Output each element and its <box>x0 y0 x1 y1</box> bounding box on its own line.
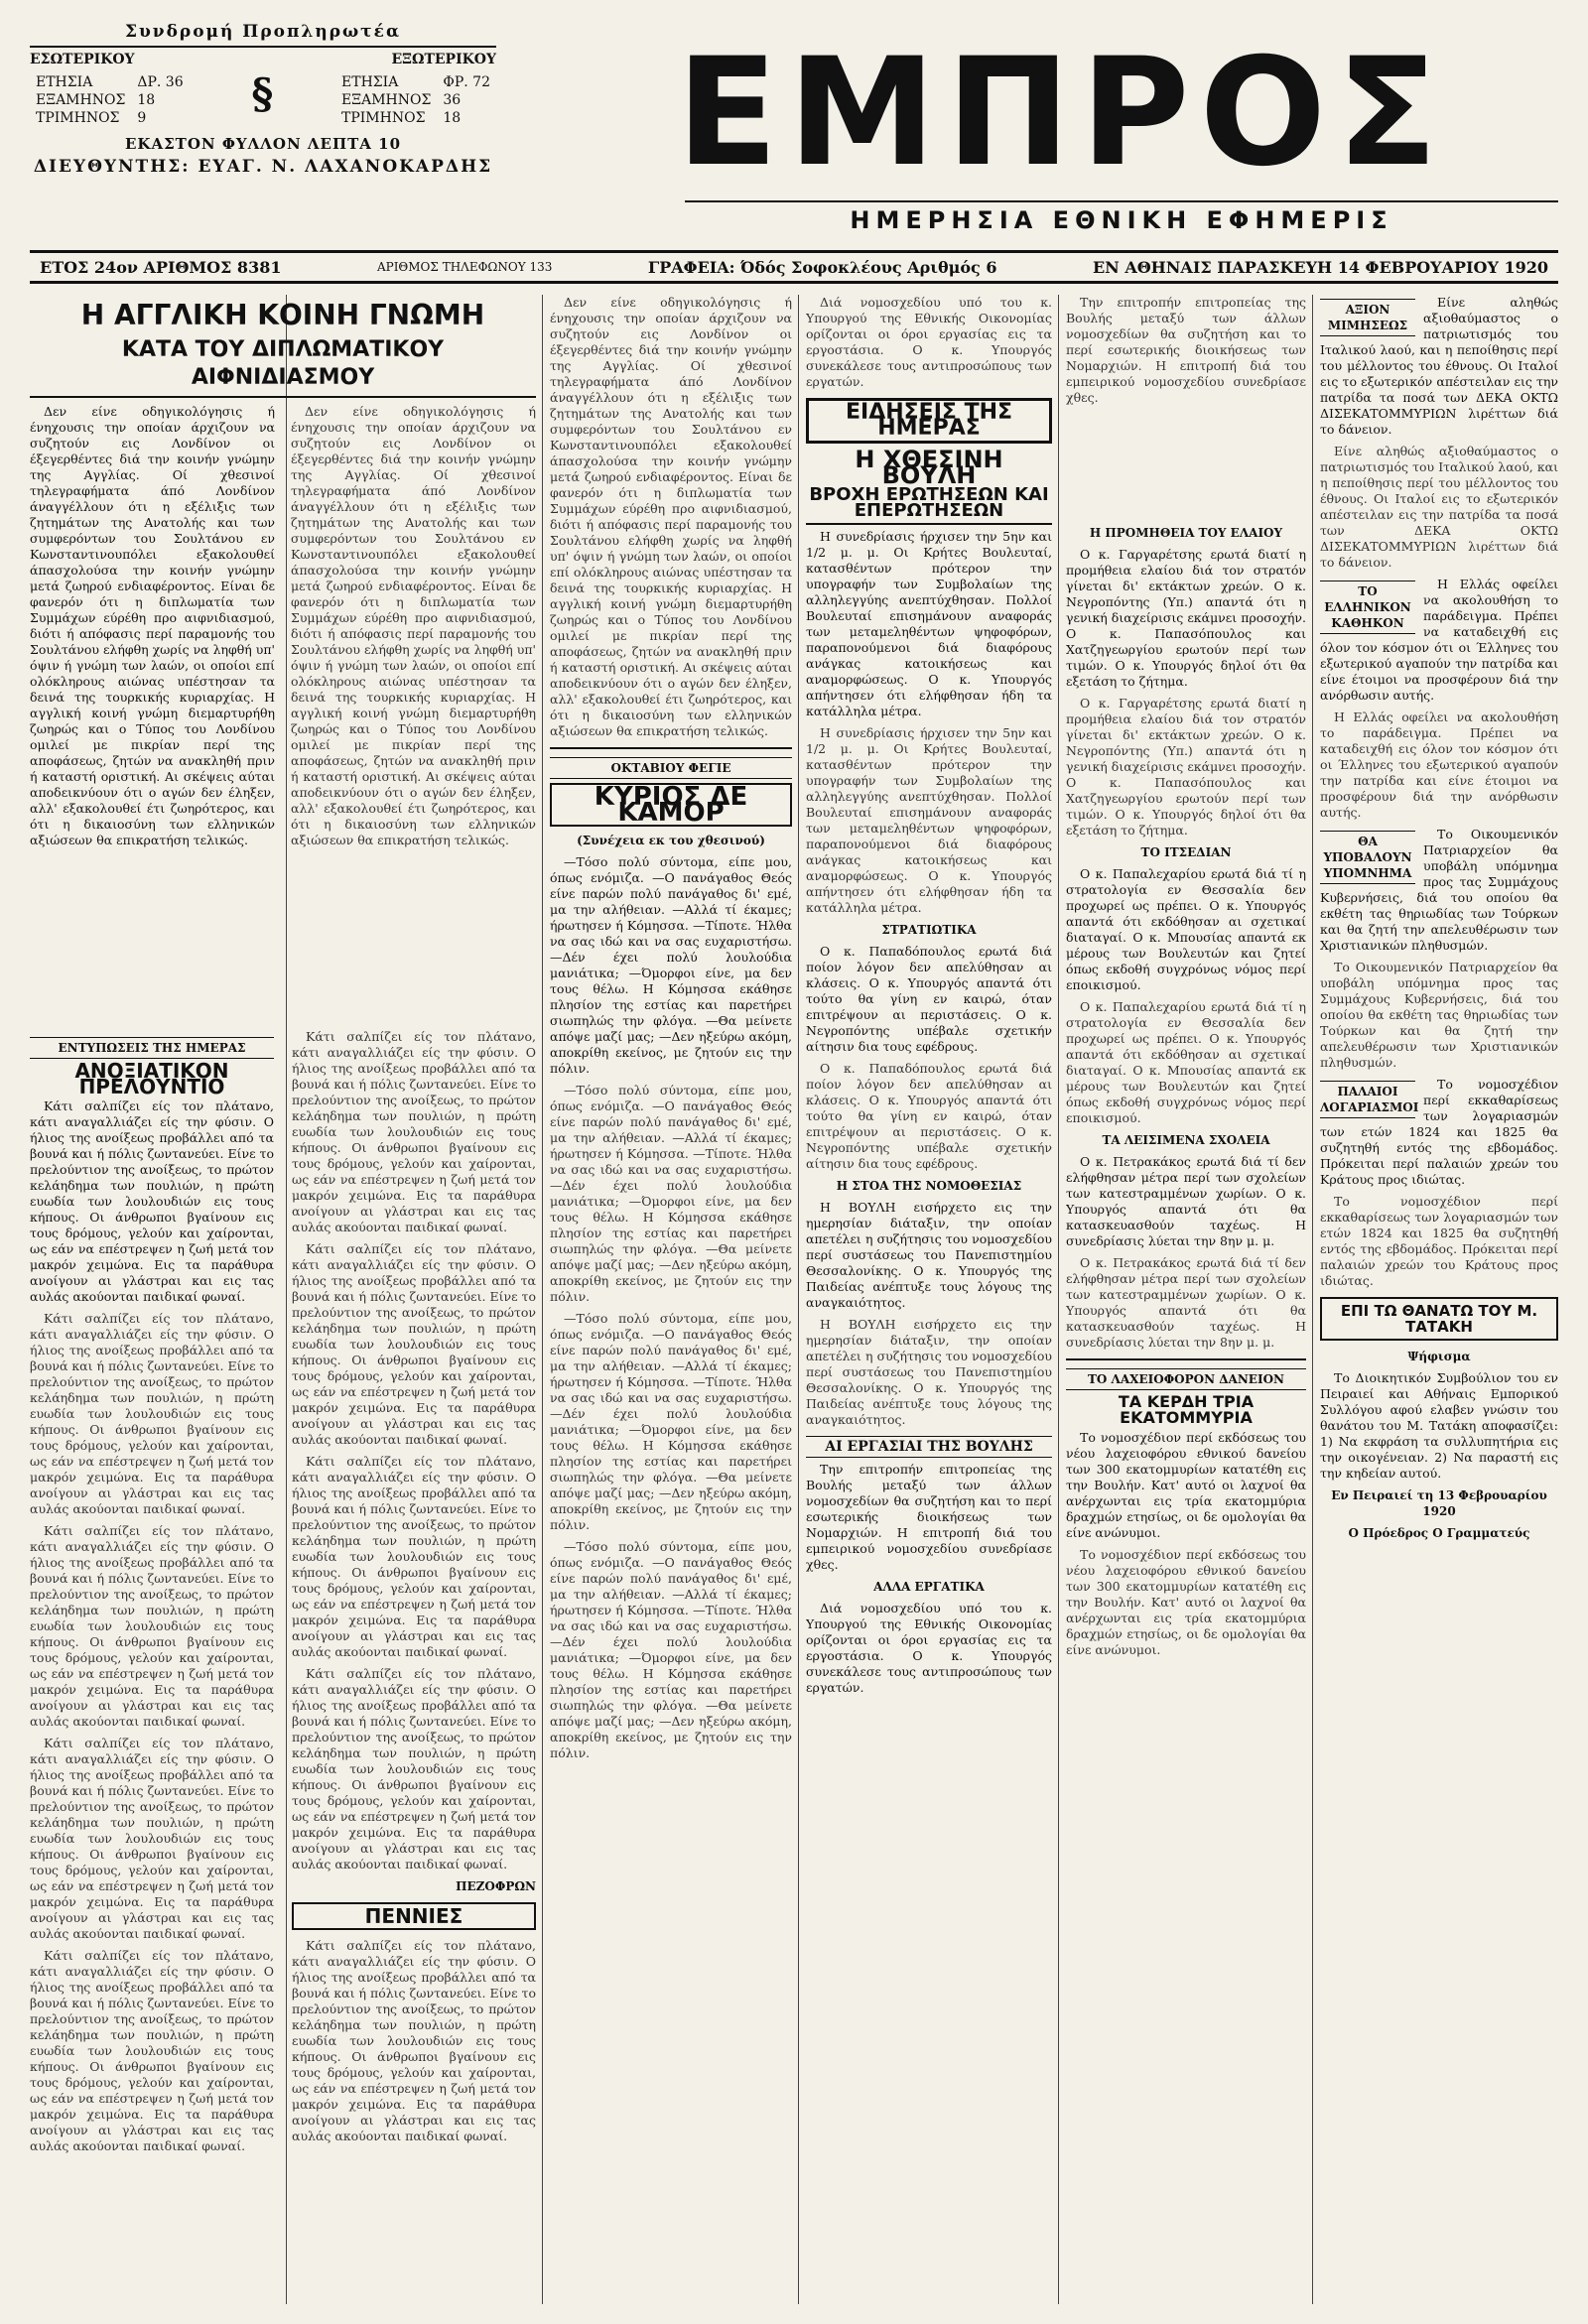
serial-body-cont: —Τόσο πολύ σύντομα, είπε μου, όπως ενόμιζα. —Ο πανάγαθος Θεός είνε παρών πολύ πανάγαθος δι' εμέ, μα την αλήθειαν. —Αλλά τί έκαμες; ήρωτησεν ή Κόμησσα. —Τίποτε. Ήλθα να σας ιδώ και να σας ευχαριστήσω. —Δέν έχει πολύ λουλούδια μανιάτικα; —Όμορφοι είνε, μα δεν τους θέλω. Η Κόμησσα εκάθησε πλησίον της εστίας και παρετήρει σιωπηλώς την φλόγα. —Θα μείνετε απόψε μαζί μας; —Δεν ηξεύρω ακόμη, αποκρίθη εκείνος, με ζητούν εις την πόλιν. <box>550 1539 792 1760</box>
section-heading: ΣΤΡΑΤΙΩΤΙΚΑ <box>881 923 977 937</box>
side-heading: ΤΟ ΕΛΛΗΝΙΚΟΝ ΚΑΘΗΚΟΝ <box>1320 581 1415 634</box>
section-body-cont: Κάτι σαλπίζει είς τον πλάτανο, κάτι αναγαλλιάζει είς την φύσιν. Ο ήλιος της ανοίξεως προβάλλει από τα βουνά και ή πόλις ζωντανεύει. Είνε το πρελούντιον της ανοίξεως, το πρώτον κελάηδημα των πουλιών, η πρώτη ευωδία των λουλουδιών εις τους κήπους. Οι άνθρωποι βγαίνουν εις τους δρόμους, γελούν και χαίρονται, ως εάν να επέστρεψεν η ζωή μετά τον μακρόν χειμώνα. Εις τα παράθυρα ανοίγουν αι γλάστραι και εις τας αυλάς ακούονται παιδικαί φωναί. <box>292 1666 536 1872</box>
section-body-cont: Ο κ. Παπαδόπουλος ερωτά διά ποίον λόγον δεν απελύθησαν αι κλάσεις. Ο κ. Υπουργός απαντά ότι τούτο θα γίνη εν καιρώ, όταν επιτρέψουν αι περιστάσεις. Ο κ. Νεγροπόντης υπέβαλε σχετικήν αίτησιν δια τους εφέδρους. <box>806 1061 1052 1171</box>
divider <box>550 747 792 749</box>
subscriptions-heading: Συνδρομή Προπληρωτέα <box>30 22 496 48</box>
newspaper-subtitle: ΗΜΕΡΗΣΙΑ ΕΘΝΙΚΗ ΕΦΗΜΕΡΙΣ <box>685 200 1558 234</box>
parliament-headline: Η ΧΘΕΣΙΝΗ ΒΟΥΛΗ <box>855 446 1003 489</box>
obituary-signature: Ο Πρόεδρος Ο Γραμματεύς <box>1348 1526 1530 1540</box>
section-body-cont: Η ΒΟΥΛΗ εισήρχετο εις την ημερησίαν διάταξιν, την οποίαν απετέλει η συζήτησις του νομοσχεδίου περί συστάσεως του Πανεπιστημίου Θεσσαλονίκης. Ο κ. Υπουργός της Παιδείας ανέπτυξε τους λόγους της αναγκαιότητος. <box>806 1317 1052 1427</box>
section-label: ΕΝΤΥΠΩΣΕΙΣ ΤΗΣ ΗΜΕΡΑΣ <box>30 1037 274 1059</box>
side-heading: ΑΞΙΟΝ ΜΙΜΗΣΕΩΣ <box>1320 299 1415 336</box>
column-five <box>1066 295 1306 2304</box>
domestic-rates <box>30 73 190 127</box>
section-body-cont: Κάτι σαλπίζει είς τον πλάτανο, κάτι αναγαλλιάζει είς την φύσιν. Ο ήλιος της ανοίξεως προβάλλει από τα βουνά και ή πόλις ζωντανεύει. Είνε το πρελούντιον της ανοίξεως, το πρώτον κελάηδημα των πουλιών, η πρώτη ευωδία των λουλουδιών εις τους κήπους. Οι άνθρωποι βγαίνουν εις τους δρόμους, γελούν και χαίρονται, ως εάν να επέστρεψεν η ζωή μετά τον μακρόν χειμώνα. Εις τα παράθυρα ανοίγουν αι γλάστραι και εις τας αυλάς ακούονται παιδικαί φωναί. <box>30 1523 274 1729</box>
section-body: Ο κ. Γαργαρέτσης ερωτά διατί η προμήθεια ελαίου διά τον στρατόν γίνεται δι' εκτάκτων χρεών. Ο κ. Νεγροπόντης (Υπ.) απαντά ότι η γενική διαχείρισις εκάμνει προσοχήν. Ο κ. Παπασόπουλος και Χατζηγεωργίου ερωτούν περί των τιμών. Ο κ. Υπουργός δηλοί ότι θα εξετάση το ζήτημα. <box>1066 547 1306 689</box>
side-heading: ΠΑΛΑΙΟΙ ΛΟΓΑΡΙΑΣΜΟΙ <box>1320 1081 1415 1118</box>
foreign-rates <box>335 73 496 127</box>
column-text: Διά νομοσχεδίου υπό του κ. Υπουργού της Εθνικής Οικονομίας ορίζονται οι όροι εργασίας εις τα εργοστάσια. Ο κ. Υπουργός συνεκάλεσε τους αντιπροσώπους των εργατών. <box>806 295 1052 389</box>
column-rule <box>798 295 799 2304</box>
lead-body: Δεν είνε οδηγικολόγησις ή ένηχουσις την οποίαν άρχιζουν να συζητούν εις Λονδίνον οι έξεγερθέντες διά την κοινήν γνώμην της Αγγλίας. Οί χθεσινοί τηλεγραφήματα άπό Λονδίνον άναγγέλλουν ότι η εξέλιξις των ζητημάτων της Ανατολής και των συμφερόντων του Σουλτάνου εν Κωνσταντινουπόλει εξακολουθεί άπασχολούσα την κοινήν γνώμην μετά ζωηρού ενδιαφέροντος. Είναι δε φανερόν ότι η διπλωματία των Συμμάχων εύρέθη προ αιφνιδιασμού, διότι ή απόφασις περί παραμονής του Σουλτάνου ελήφθη χωρίς να ληφθή υπ' όψιν ή γνώμη των λαών, οι οποίοι επί ολόκληρους αιώνας υπέστησαν τα δεινά της τουρκικής κυριαρχίας. Η αγγλική κοινή γνώμη διεμαρτυρήθη ζωηρώς και ο Τύπος του Λονδίνου ομιλεί με πικρίαν περί της αποφάσεως, ζητών να ανακληθή πριν ή καταστή οριστική. Αι σκέψεις αύται αποδεικνύουν ότι ο αγών δεν έληξεν, αλλ' εξακολουθεί έτι ζωηρότερος, και ότι η δικαιοσύνη των ελληνικών αξιώσεων θα επικρατήση τελικώς. <box>30 404 275 847</box>
side-body: Η Ελλάς οφείλει να ακολουθήση το παράδειγμα. Πρέπει να καταδειχθή εις όλον τον κόσμον ότι οι Έλληνες του εξωτερικού αγαπούν την πατρίδα και είνε έτοιμοι να προσφέρουν διά την ανόρθωσιν αυτής. <box>1320 577 1558 703</box>
serial-author: ΟΚΤΑΒΙΟΥ ΦΕΓΙΕ <box>550 757 792 779</box>
parliament-body: Η συνεδρίασις ήρχισεν την 5ην και 1/2 μ. μ. Οι Κρήτες Βουλευταί, κατασθέντων πρότερον την υπογραφήν των Συμβολαίων της αλληλεγγύης ανεπτύχθησαν. Πολλοί Βουλευταί επισημάνουν αναφοράς των μεταμεληθέντων ψηφοφόρων, παραπονούμενοι διά διαφόρους ανάγκας κατοικήσεως και αναμορφώσεως. Ο κ. Υπουργός απήντησεν ότι ελήφθησαν ήδη τα κατάλληλα μέτρα. <box>806 529 1052 718</box>
signature: ΠΕΖΟΦΡΩΝ <box>456 1879 536 1893</box>
dateline <box>30 250 1558 284</box>
section-body-cont: Κάτι σαλπίζει είς τον πλάτανο, κάτι αναγαλλιάζει είς την φύσιν. Ο ήλιος της ανοίξεως προβάλλει από τα βουνά και ή πόλις ζωντανεύει. Είνε το πρελούντιον της ανοίξεως, το πρώτον κελάηδημα των πουλιών, η πρώτη ευωδία των λουλουδιών εις τους κήπους. Οι άνθρωποι βγαίνουν εις τους δρόμους, γελούν και χαίρονται, ως εάν να επέστρεψεν η ζωή μετά τον μακρόν χειμώνα. Εις τα παράθυρα ανοίγουν αι γλάστραι και εις τας αυλάς ακούονται παιδικαί φωναί. <box>292 1241 536 1447</box>
rate-period: ΕΞΑΜΗΝΟΣ <box>341 92 432 108</box>
newspaper-page <box>30 22 1558 2304</box>
obituary-body: Το Διοικητικόν Συμβούλιον του εν Πειραιεί και Αθήναις Εμπορικού Συλλόγου αφού ελαβεν γνώσιν του θανάτου του Μ. Τατάκη αποφασίζει: 1) Να εκφράση τα συλλυπητήρια εις την οικογένειαν. 2) Να παραστή εις την κηδείαν αυτού. <box>1320 1370 1558 1481</box>
section-body: Την επιτροπήν επιτροπείας της Βουλής μεταξύ των άλλων νομοσχεδίων θα συζητήση και το περί εσωτερικής διοικήσεως των Νομαρχιών. Η επιτροπή διά του εμπειρικού νομοσχεδίου συνεδρίασε χθες. <box>806 1462 1052 1572</box>
issue-number: ΕΤΟΣ 24ον ΑΡΙΘΜΟΣ 8381 <box>40 257 282 277</box>
section-body-cont: Κάτι σαλπίζει είς τον πλάτανο, κάτι αναγαλλιάζει είς την φύσιν. Ο ήλιος της ανοίξεως προβάλλει από τα βουνά και ή πόλις ζωντανεύει. Είνε το πρελούντιον της ανοίξεως, το πρώτον κελάηδημα των πουλιών, η πρώτη ευωδία των λουλουδιών εις τους κήπους. Οι άνθρωποι βγαίνουν εις τους δρόμους, γελούν και χαίρονται, ως εάν να επέστρεψεν η ζωή μετά τον μακρόν χειμώνα. Εις τα παράθυρα ανοίγουν αι γλάστραι και εις τας αυλάς ακούονται παιδικαί φωναί. <box>30 1948 274 2153</box>
section-body-cont: Ο κ. Πετρακάκος ερωτά διά τί δεν ελήφθησαν μέτρα περί των σχολείων των κατεστραμμένων χωρίων. Ο κ. Υπουργός απαντά ότι θα κατασκευασθούν ταχέως. Η συνεδρίασις λύεται την 8ην μ. μ. <box>1066 1255 1306 1350</box>
rate-period: ΕΤΗΣΙΑ <box>341 74 399 90</box>
rate-period: ΤΡΙΜΗΝΟΣ <box>36 110 120 126</box>
section-body: Ο κ. Παπαδόπουλος ερωτά διά ποίον λόγον δεν απελύθησαν αι κλάσεις. Ο κ. Υπουργός απαντά ότι τούτο θα γίνη εν καιρώ, όταν επιτρέψουν αι περιστάσεις. Ο κ. Νεγροπόντης υπέβαλε σχετικήν αίτησιν δια τους εφέδρους. <box>806 944 1052 1054</box>
side-body-cont: Το Οικουμενικόν Πατριαρχείον θα υποβάλη υπόμνημα προς τας Συμμάχους Κυβερνήσεις, διά του οποίου θα εκθέτη τας θηριωδίας των Τούρκων και θα ζητή την απελευθέρωσιν των Χριστιανικών πληθυσμών. <box>1320 960 1558 1070</box>
side-body: Είνε αληθώς αξιοθαύμαστος ο πατριωτισμός του Ιταλικού λαού, και η πεποίθησις περί του μέλλοντος του έθνους. Οι Ιταλοί εις το εξωτερικόν απέστειλαν εις την πατρίδα τα ποσά των ΔΕΚΑ ΟΚΤΩ ΔΙΣΕΚΑΤΟΜΜΥΡΙΩΝ λιρέττων διά το δάνειον. <box>1320 295 1558 437</box>
rate-period: ΕΤΗΣΙΑ <box>36 74 93 90</box>
side-body-cont: Είνε αληθώς αξιοθαύμαστος ο πατριωτισμός του Ιταλικού λαού, και η πεποίθησις περί του μέλλοντος του έθνους. Οι Ιταλοί εις το εξωτερικόν απέστειλαν εις την πατρίδα τα ποσά των ΔΕΚΑ ΟΚΤΩ ΔΙΣΕΚΑΤΟΜΜΥΡΙΩΝ λιρέττων διά το δάνειον. <box>1320 444 1558 570</box>
section-heading: ΤΟ ΙΤΣΕΔΙΑΝ <box>1140 845 1232 859</box>
obituary-place: Εν Πειραιεί τη 13 Φεβρουαρίου 1920 <box>1331 1488 1547 1518</box>
serial-body: —Τόσο πολύ σύντομα, είπε μου, όπως ενόμιζα. —Ο πανάγαθος Θεός είνε παρών πολύ πανάγαθος δι' εμέ, μα την αλήθειαν. —Αλλά τί έκαμες; ήρωτησεν ή Κόμησσα. —Τίποτε. Ήλθα να σας ιδώ και να σας ευχαριστήσω. —Δέν έχει πολύ λουλούδια μανιάτικα; —Όμορφοι είνε, μα δεν τους θέλω. Η Κόμησσα εκάθησε πλησίον της εστίας και παρετήρει σιωπηλώς την φλόγα. —Θα μείνετε απόψε μαζί μας; —Δεν ηξεύρω ακόμη, αποκρίθη εκείνος, με ζητούν εις την πόλιν. <box>550 854 792 1076</box>
loan-heading: ΤΟ ΛΑΧΕΙΟΦΟΡΟΝ ΔΑΝΕΙΟΝ <box>1066 1368 1306 1390</box>
serial-body-cont: —Τόσο πολύ σύντομα, είπε μου, όπως ενόμιζα. —Ο πανάγαθος Θεός είνε παρών πολύ πανάγαθος δι' εμέ, μα την αλήθειαν. —Αλλά τί έκαμες; ήρωτησεν ή Κόμησσα. —Τίποτε. Ήλθα να σας ιδώ και να σας ευχαριστήσω. —Δέν έχει πολύ λουλούδια μανιάτικα; —Όμορφοι είνε, μα δεν τους θέλω. Η Κόμησσα εκάθησε πλησίον της εστίας και παρετήρει σιωπηλώς την φλόγα. —Θα μείνετε απόψε μαζί μας; —Δεν ηξεύρω ακόμη, αποκρίθη εκείνος, με ζητούν εις την πόλιν. <box>550 1311 792 1532</box>
section-heading: Η ΠΡΟΜΗΘΕΙΑ ΤΟΥ ΕΛΑΙΟΥ <box>1089 526 1283 540</box>
side-heading: ΘΑ ΥΠΟΒΑΛΟΥΝ ΥΠΟΜΝΗΜΑ <box>1320 831 1415 884</box>
loan-body-cont: Το νομοσχέδιον περί εκδόσεως του νέου λαχειοφόρου εθνικού δανείου των 300 εκατομμυρίων κατατέθη εις την Βουλήν. Κατ' αυτό οι λαχνοί θα ανέρχωνται εις τρία εκατομμύρια δραχμών ετησίως, οι δε ομολογίαι θα είνε ανώνυμοι. <box>1066 1547 1306 1657</box>
side-body: Το Οικουμενικόν Πατριαρχείον θα υποβάλη υπόμνημα προς τας Συμμάχους Κυβερνήσεις, διά του οποίου θα εκθέτη τας θηριωδίας των Τούρκων και θα ζητή την απελευθέρωσιν των Χριστιανικών πληθυσμών. <box>1320 827 1558 953</box>
director-line: ΔΙΕΥΘΥΝΤΗΣ: ΕΥΑΓ. Ν. ΛΑΧΑΝΟΚΑΡΔΗΣ <box>33 157 493 177</box>
price-line: ΕΚΑΣΤΟΝ ΦΥΛΛΟΝ ΛΕΠΤΑ 10 <box>124 135 402 153</box>
domestic-label: ΕΣΩΤΕΡΙΚΟΥ <box>30 52 135 67</box>
section-heading: ΑΛΛΑ ΕΡΓΑΤΙΚΑ <box>873 1580 985 1594</box>
section-heading: ΑΙ ΕΡΓΑΣΙΑΙ ΤΗΣ ΒΟΥΛΗΣ <box>806 1436 1052 1458</box>
newspaper-title: ΕΜΠΡΟΣ <box>676 27 1448 199</box>
section-headline: ΑΝΟΞΙΑΤΙΚΟΝ ΠΡΕΛΟΥΝΤΙΟ <box>74 1059 229 1098</box>
section-heading: ΤΑ ΛΕΙΣΙΜΕΝΑ ΣΧΟΛΕΙΑ <box>1102 1133 1270 1147</box>
obituary-headline: ΕΠΙ ΤΩ ΘΑΝΑΤΩ ΤΟΥ Μ. ΤΑΤΑΚΗ <box>1320 1297 1558 1341</box>
section-body: Διά νομοσχεδίου υπό του κ. Υπουργού της Εθνικής Οικονομίας ορίζονται οι όροι εργασίας εις τα εργοστάσια. Ο κ. Υπουργός συνεκάλεσε τους αντιπροσώπους των εργατών. <box>806 1601 1052 1695</box>
news-header: ΕΙΔΗΣΕΙΣ ΤΗΣ ΗΜΕΡΑΣ <box>806 398 1052 444</box>
lead-article <box>30 295 536 2304</box>
lead-body-cont: Δεν είνε οδηγικολόγησις ή ένηχουσις την οποίαν άρχιζουν να συζητούν εις Λονδίνον οι έξεγερθέντες διά την κοινήν γνώμην της Αγγλίας. Οί χθεσινοί τηλεγραφήματα άπό Λονδίνον άναγγέλλουν ότι η εξέλιξις των ζητημάτων της Ανατολής και των συμφερόντων του Σουλτάνου εν Κωνσταντινουπόλει εξακολουθεί άπασχολούσα την κοινήν γνώμην μετά ζωηρού ενδιαφέροντος. Είναι δε φανερόν ότι η διπλωματία των Συμμάχων εύρέθη προ αιφνιδιασμού, διότι ή απόφασις περί παραμονής του Σουλτάνου ελήφθη χωρίς να ληφθή υπ' όψιν ή γνώμη των λαών, οι οποίοι επί ολόκληρους αιώνας υπέστησαν τα δεινά της τουρκικής κυριαρχίας. Η αγγλική κοινή γνώμη διεμαρτυρήθη ζωηρώς και ο Τύπος του Λονδίνου ομιλεί με πικρίαν περί της αποφάσεως, ζητών να ανακληθή πριν ή καταστή οριστική. Αι σκέψεις αύται αποδεικνύουν ότι ο αγών δεν έληξεν, αλλ' εξακολουθεί έτι ζωηρότερος, και ότι η δικαιοσύνη των ελληνικών αξιώσεων θα επικρατήση τελικώς. <box>291 404 536 847</box>
serial-headline: ΚΥΡΙΟΣ ΔΕ ΚΑΜΟΡ <box>550 783 792 827</box>
section-body: Ο κ. Παπαλεχαρίου ερωτά διά τί η στρατολογία εν Θεσσαλία δεν προχωρεί ως πρέπει. Ο κ. Υπουργός απαντά ότι εκδόθησαν αι σχετικαί διαταγαί. Ο κ. Μπουσίας απαντά εκ μέρους των Βουλευτών και ζητεί όπως εκδοθή συγχρόνως νόμος περί εποικισμού. <box>1066 866 1306 992</box>
ornament-icon: § <box>251 69 274 118</box>
section-body-cont: Ο κ. Γαργαρέτσης ερωτά διατί η προμήθεια ελαίου διά τον στρατόν γίνεται δι' εκτάκτων χρεών. Ο κ. Νεγροπόντης (Υπ.) απαντά ότι η γενική διαχείρισις εκάμνει προσοχήν. Ο κ. Παπασόπουλος και Χατζηγεωργίου ερωτούν περί των τιμών. Ο κ. Υπουργός δηλοί ότι θα εξετάση το ζήτημα. <box>1066 696 1306 838</box>
parliament-body-cont: Η συνεδρίασις ήρχισεν την 5ην και 1/2 μ. μ. Οι Κρήτες Βουλευταί, κατασθέντων πρότερον την υπογραφήν των Συμβολαίων της αλληλεγγύης ανεπτύχθησαν. Πολλοί Βουλευταί επισημάνουν αναφοράς των μεταμεληθέντων ψηφοφόρων, παραπονούμενοι διά διαφόρους ανάγκας κατοικήσεως και αναμορφώσεως. Ο κ. Υπουργός απήντησεν ότι ελήφθησαν ήδη τα κατάλληλα μέτρα. <box>806 725 1052 915</box>
foreign-label: ΕΞΩΤΕΡΙΚΟΥ <box>391 52 496 67</box>
column-six <box>1320 295 1558 2304</box>
side-body-cont: Το νομοσχέδιον περί εκκαθαρίσεως των λογαριασμών των ετών 1824 και 1825 θα συζητηθή εντός της εβδομάδος. Πρόκειται περί παλαιών χρεών του Κράτους προς ιδιώτας. <box>1320 1194 1558 1288</box>
offices-address: ΓΡΑΦΕΙΑ: Όδός Σοφοκλέους Αριθμός 6 <box>647 257 997 277</box>
section-body-cont: Κάτι σαλπίζει είς τον πλάτανο, κάτι αναγαλλιάζει είς την φύσιν. Ο ήλιος της ανοίξεως προβάλλει από τα βουνά και ή πόλις ζωντανεύει. Είνε το πρελούντιον της ανοίξεως, το πρώτον κελάηδημα των πουλιών, η πρώτη ευωδία των λουλουδιών εις τους κήπους. Οι άνθρωποι βγαίνουν εις τους δρόμους, γελούν και χαίρονται, ως εάν να επέστρεψεν η ζωή μετά τον μακρόν χειμώνα. Εις τα παράθυρα ανοίγουν αι γλάστραι και εις τας αυλάς ακούονται παιδικαί φωναί. <box>292 1454 536 1659</box>
column-text: Την επιτροπήν επιτροπείας της Βουλής μεταξύ των άλλων νομοσχεδίων θα συζητήση και το περί εσωτερικής διοικήσεως των Νομαρχιών. Η επιτροπή διά του εμπειρικού νομοσχεδίου συνεδρίασε χθες. <box>1066 295 1306 405</box>
rate-period: ΕΞΑΜΗΝΟΣ <box>36 92 126 108</box>
lead-headline: Η ΑΓΓΛΙΚΗ ΚΟΙΝΗ ΓΝΩΜΗ <box>80 299 485 331</box>
subscription-box <box>30 22 496 240</box>
rate-price: ΦΡ. 72 <box>443 74 490 90</box>
loan-subheading: ΤΑ ΚΕΡΔΗ ΤΡΙΑ ΕΚΑΤΟΜΜΥΡΙΑ <box>1118 1392 1255 1427</box>
footer-headline: ΠΕΝΝΙΕΣ <box>292 1902 536 1930</box>
section-heading: Η ΣΤΟΑ ΤΗΣ ΝΟΜΟΘΕΣΙΑΣ <box>836 1179 1022 1193</box>
section-body-cont: Κάτι σαλπίζει είς τον πλάτανο, κάτι αναγαλλιάζει είς την φύσιν. Ο ήλιος της ανοίξεως προβάλλει από τα βουνά και ή πόλις ζωντανεύει. Είνε το πρελούντιον της ανοίξεως, το πρώτον κελάηδημα των πουλιών, η πρώτη ευωδία των λουλουδιών εις τους κήπους. Οι άνθρωποι βγαίνουν εις τους δρόμους, γελούν και χαίρονται, ως εάν να επέστρεψεν η ζωή μετά τον μακρόν χειμώνα. Εις τα παράθυρα ανοίγουν αι γλάστραι και εις τας αυλάς ακούονται παιδικαί φωναί. <box>30 1736 274 1941</box>
section-body-cont: Κάτι σαλπίζει είς τον πλάτανο, κάτι αναγαλλιάζει είς την φύσιν. Ο ήλιος της ανοίξεως προβάλλει από τα βουνά και ή πόλις ζωντανεύει. Είνε το πρελούντιον της ανοίξεως, το πρώτον κελάηδημα των πουλιών, η πρώτη ευωδία των λουλουδιών εις τους κήπους. Οι άνθρωποι βγαίνουν εις τους δρόμους, γελούν και χαίρονται, ως εάν να επέστρεψεν η ζωή μετά τον μακρόν χειμώνα. Εις τα παράθυρα ανοίγουν αι γλάστραι και εις τας αυλάς ακούονται παιδικαί φωναί. <box>30 1311 274 1516</box>
lead-subhead: ΚΑΤΑ ΤΟΥ ΔΙΠΛΩΜΑΤΙΚΟΥ ΑΙΦΝΙΔΙΑΣΜΟΥ <box>30 336 536 398</box>
column-four <box>806 295 1052 2304</box>
column-three <box>550 295 792 2304</box>
section-body-cont: Ο κ. Παπαλεχαρίου ερωτά διά τί η στρατολογία εν Θεσσαλία δεν προχωρεί ως πρέπει. Ο κ. Υπουργός απαντά ότι εκδόθησαν αι σχετικαί διαταγαί. Ο κ. Μπουσίας απαντά εκ μέρους των Βουλευτών και ζητεί όπως εκδοθή συγχρόνως νόμος περί εποικισμού. <box>1066 999 1306 1125</box>
footer-body: Κάτι σαλπίζει είς τον πλάτανο, κάτι αναγαλλιάζει είς την φύσιν. Ο ήλιος της ανοίξεως προβάλλει από τα βουνά και ή πόλις ζωντανεύει. Είνε το πρελούντιον της ανοίξεως, το πρώτον κελάηδημα των πουλιών, η πρώτη ευωδία των λουλουδιών εις τους κήπους. Οι άνθρωποι βγαίνουν εις τους δρόμους, γελούν και χαίρονται, ως εάν να επέστρεψεν η ζωή μετά τον μακρόν χειμώνα. Εις τα παράθυρα ανοίγουν αι γλάστραι και εις τας αυλάς ακούονται παιδικαί φωναί. <box>292 1938 536 2143</box>
serial-body-cont: —Τόσο πολύ σύντομα, είπε μου, όπως ενόμιζα. —Ο πανάγαθος Θεός είνε παρών πολύ πανάγαθος δι' εμέ, μα την αλήθειαν. —Αλλά τί έκαμες; ήρωτησεν ή Κόμησσα. —Τίποτε. Ήλθα να σας ιδώ και να σας ευχαριστήσω. —Δέν έχει πολύ λουλούδια μανιάτικα; —Όμορφοι είνε, μα δεν τους θέλω. Η Κόμησσα εκάθησε πλησίον της εστίας και παρετήρει σιωπηλώς την φλόγα. —Θα μείνετε απόψε μαζί μας; —Δεν ηξεύρω ακόμη, αποκρίθη εκείνος, με ζητούν εις την πόλιν. <box>550 1083 792 1304</box>
parliament-subhead: ΒΡΟΧΗ ΕΡΩΤΗΣΕΩΝ ΚΑΙ ΕΠΕΡΩΤΗΣΕΩΝ <box>806 487 1052 525</box>
side-body-cont: Η Ελλάς οφείλει να ακολουθήση το παράδειγμα. Πρέπει να καταδειχθή εις όλον τον κόσμον ότι οι Έλληνες του εξωτερικού αγαπούν την πατρίδα και είνε έτοιμοι να προσφέρουν διά την ανόρθωσιν αυτής. <box>1320 710 1558 820</box>
section-body-cont: Κάτι σαλπίζει είς τον πλάτανο, κάτι αναγαλλιάζει είς την φύσιν. Ο ήλιος της ανοίξεως προβάλλει από τα βουνά και ή πόλις ζωντανεύει. Είνε το πρελούντιον της ανοίξεως, το πρώτον κελάηδημα των πουλιών, η πρώτη ευωδία των λουλουδιών εις τους κήπους. Οι άνθρωποι βγαίνουν εις τους δρόμους, γελούν και χαίρονται, ως εάν να επέστρεψεν η ζωή μετά τον μακρόν χειμώνα. Εις τα παράθυρα ανοίγουν αι γλάστραι και εις τας αυλάς ακούονται παιδικαί φωναί. <box>292 1029 536 1234</box>
column-rule <box>542 295 543 2304</box>
section-body: Ο κ. Πετρακάκος ερωτά διά τί δεν ελήφθησαν μέτρα περί των σχολείων των κατεστραμμένων χωρίων. Ο κ. Υπουργός απαντά ότι θα κατασκευασθούν ταχέως. Η συνεδρίασις λύεται την 8ην μ. μ. <box>1066 1154 1306 1248</box>
column-rule <box>1312 295 1313 2304</box>
section-body: Κάτι σαλπίζει είς τον πλάτανο, κάτι αναγαλλιάζει είς την φύσιν. Ο ήλιος της ανοίξεως προβάλλει από τα βουνά και ή πόλις ζωντανεύει. Είνε το πρελούντιον της ανοίξεως, το πρώτον κελάηδημα των πουλιών, η πρώτη ευωδία των λουλουδιών εις τους κήπους. Οι άνθρωποι βγαίνουν εις τους δρόμους, γελούν και χαίρονται, ως εάν να επέστρεψεν η ζωή μετά τον μακρόν χειμώνα. Εις τα παράθυρα ανοίγουν αι γλάστραι και εις τας αυλάς ακούονται παιδικαί φωναί. <box>30 1098 274 1304</box>
rate-price: 9 <box>137 110 147 126</box>
issue-date: ΕΝ ΑΘΗΝΑΙΣ ΠΑΡΑΣΚΕΥΗ 14 ΦΕΒΡΟΥΑΡΙΟΥ 1920 <box>1092 257 1548 277</box>
loan-body: Το νομοσχέδιον περί εκδόσεως του νέου λαχειοφόρου εθνικού δανείου των 300 εκατομμυρίων κατατέθη εις την Βουλήν. Κατ' αυτό οι λαχνοί θα ανέρχωνται εις τρία εκατομμύρια δραχμών ετησίως, οι δε ομολογίαι θα είνε ανώνυμοι. <box>1066 1430 1306 1540</box>
rate-period: ΤΡΙΜΗΝΟΣ <box>341 110 426 126</box>
column-rule <box>1058 295 1059 2304</box>
obituary-subhead: Ψήφισμα <box>1407 1350 1471 1363</box>
side-body: Το νομοσχέδιον περί εκκαθαρίσεως των λογαριασμών των ετών 1824 και 1825 θα συζητηθή εντός της εβδομάδος. Πρόκειται περί παλαιών χρεών του Κράτους προς ιδιώτας. <box>1320 1077 1558 1187</box>
masthead <box>30 22 1558 250</box>
rate-price: 18 <box>443 110 462 126</box>
rate-price: 36 <box>443 92 462 108</box>
rate-price: 18 <box>137 92 156 108</box>
divider <box>1066 1358 1306 1360</box>
rate-price: ΔΡ. 36 <box>137 74 184 90</box>
column-text: Δεν είνε οδηγικολόγησις ή ένηχουσις την οποίαν άρχιζουν να συζητούν εις Λονδίνον οι έξεγερθέντες διά την κοινήν γνώμην της Αγγλίας. Οί χθεσινοί τηλεγραφήματα άπό Λονδίνον άναγγέλλουν ότι η εξέλιξις των ζητημάτων της Ανατολής και των συμφερόντων του Σουλτάνου εν Κωνσταντινουπόλει εξακολουθεί άπασχολούσα την κοινήν γνώμην μετά ζωηρού ενδιαφέροντος. Είναι δε φανερόν ότι η διπλωματία των Συμμάχων εύρέθη προ αιφνιδιασμού, διότι ή απόφασις περί παραμονής του Σουλτάνου ελήφθη χωρίς να ληφθή υπ' όψιν ή γνώμη των λαών, οι οποίοι επί ολόκληρους αιώνας υπέστησαν τα δεινά της τουρκικής κυριαρχίας. Η αγγλική κοινή γνώμη διεμαρτυρήθη ζωηρώς και ο Τύπος του Λονδίνου ομιλεί με πικρίαν περί της αποφάσεως, ζητών να ανακληθή πριν ή καταστή οριστική. Αι σκέψεις αύται αποδεικνύουν ότι ο αγών δεν έληξεν, αλλ' εξακολουθεί έτι ζωηρότερος, και ότι η δικαιοσύνη των ελληνικών αξιώσεων θα επικρατήση τελικώς. <box>550 295 792 738</box>
serial-continued: (Συνέχεια εκ του χθεσινού) <box>577 834 765 847</box>
phone-number: ΑΡΙΘΜΟΣ ΤΗΛΕΦΩΝΟΥ 133 <box>376 260 553 274</box>
section-body: Η ΒΟΥΛΗ εισήρχετο εις την ημερησίαν διάταξιν, την οποίαν απετέλει η συζήτησις του νομοσχεδίου περί συστάσεως του Πανεπιστημίου Θεσσαλονίκης. Ο κ. Υπουργός της Παιδείας ανέπτυξε τους λόγους της αναγκαιότητος. <box>806 1200 1052 1310</box>
